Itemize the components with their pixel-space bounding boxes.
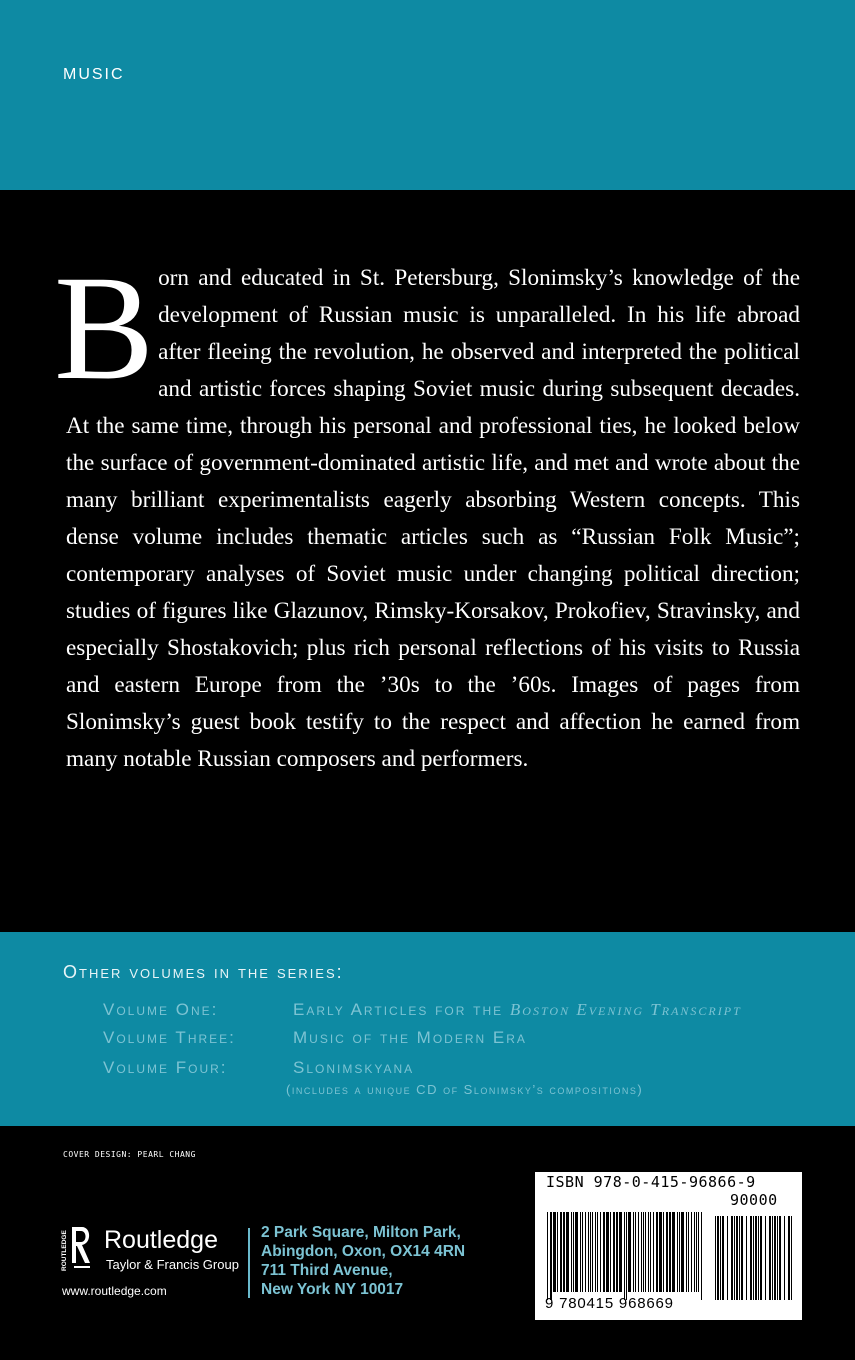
address-line: Abingdon, Oxon, OX14 4RN [261, 1243, 466, 1260]
address-line: New York NY 10017 [261, 1281, 404, 1298]
series-volume-title-italic: Boston Evening Transcript [509, 1000, 742, 1019]
footer [0, 1126, 855, 1360]
series-band [0, 932, 855, 1126]
series-item-volume-one [103, 1000, 742, 1020]
series-item-volume-three [103, 1028, 527, 1048]
publisher-address [261, 1223, 465, 1299]
publisher-name: Routledge [104, 1226, 218, 1254]
series-volume-title: Early Articles for the Boston Evening Transcript [293, 1000, 742, 1019]
series-item-volume-four [103, 1058, 414, 1078]
cover-credit: COVER DESIGN: PEARL CHANG [63, 1150, 196, 1159]
publisher-group: Taylor & Francis Group [106, 1257, 239, 1272]
drop-cap: B [54, 245, 155, 411]
isbn-text: ISBN 978-0-415-96866-9 [546, 1173, 756, 1191]
series-volume-label: Volume Four: [103, 1058, 228, 1077]
series-volume-label: Volume One: [103, 1000, 219, 1019]
address-divider [248, 1228, 250, 1298]
isbn-barcode [535, 1172, 802, 1320]
barcode-digits: 9 780415 968669 [545, 1295, 674, 1312]
blurb-section [0, 190, 855, 932]
blurb-paragraph [54, 245, 800, 778]
logo-vertical-text: ROUTLEDGE [61, 1230, 68, 1271]
series-heading: Other volumes in the series: [63, 962, 344, 982]
blurb-text: orn and educated in St. Petersburg, Slonimsky’s knowledge of the development of Russian music is unparalleled. In his life abroad after fleeing the revolution, he observed and interpreted the political and artistic forces shaping Soviet music during subsequent decades. At the same time, through his personal and professional ties, he looked below the surface of government-dominated artistic life, and met and wrote about the many brilliant experimentalists eagerly absorbing Western concepts. This dense volume includes thematic articles such as “Russian Folk Music”; contemporary analyses of Soviet music under changing political direction; studies of figures like Glazunov, Rimsky-Korsakov, Prokofiev, Stravinsky, and especially Shostakovich; plus rich personal reflections of his visits to Russia and eastern Europe from the ’30s to the ’60s. Images of pages from Slonimsky’s guest book testify to the respect and affection he earned from many notable Russian composers and performers. [66, 265, 800, 772]
address-line: 711 Third Avenue, [261, 1262, 393, 1279]
category-label: MUSIC [63, 66, 125, 83]
series-volume-title: Music of the Modern Era [293, 1028, 527, 1047]
series-note: (includes a unique CD of Slonimsky’s compositions) [286, 1082, 644, 1097]
price-code: 90000 [730, 1191, 778, 1209]
publisher-url: www.routledge.com [62, 1284, 167, 1298]
address-line: 2 Park Square, Milton Park, [261, 1224, 461, 1241]
series-volume-title: Slonimskyana [293, 1058, 415, 1077]
header-band [0, 0, 855, 190]
routledge-logo-icon [60, 1223, 94, 1275]
series-volume-label: Volume Three: [103, 1028, 236, 1047]
